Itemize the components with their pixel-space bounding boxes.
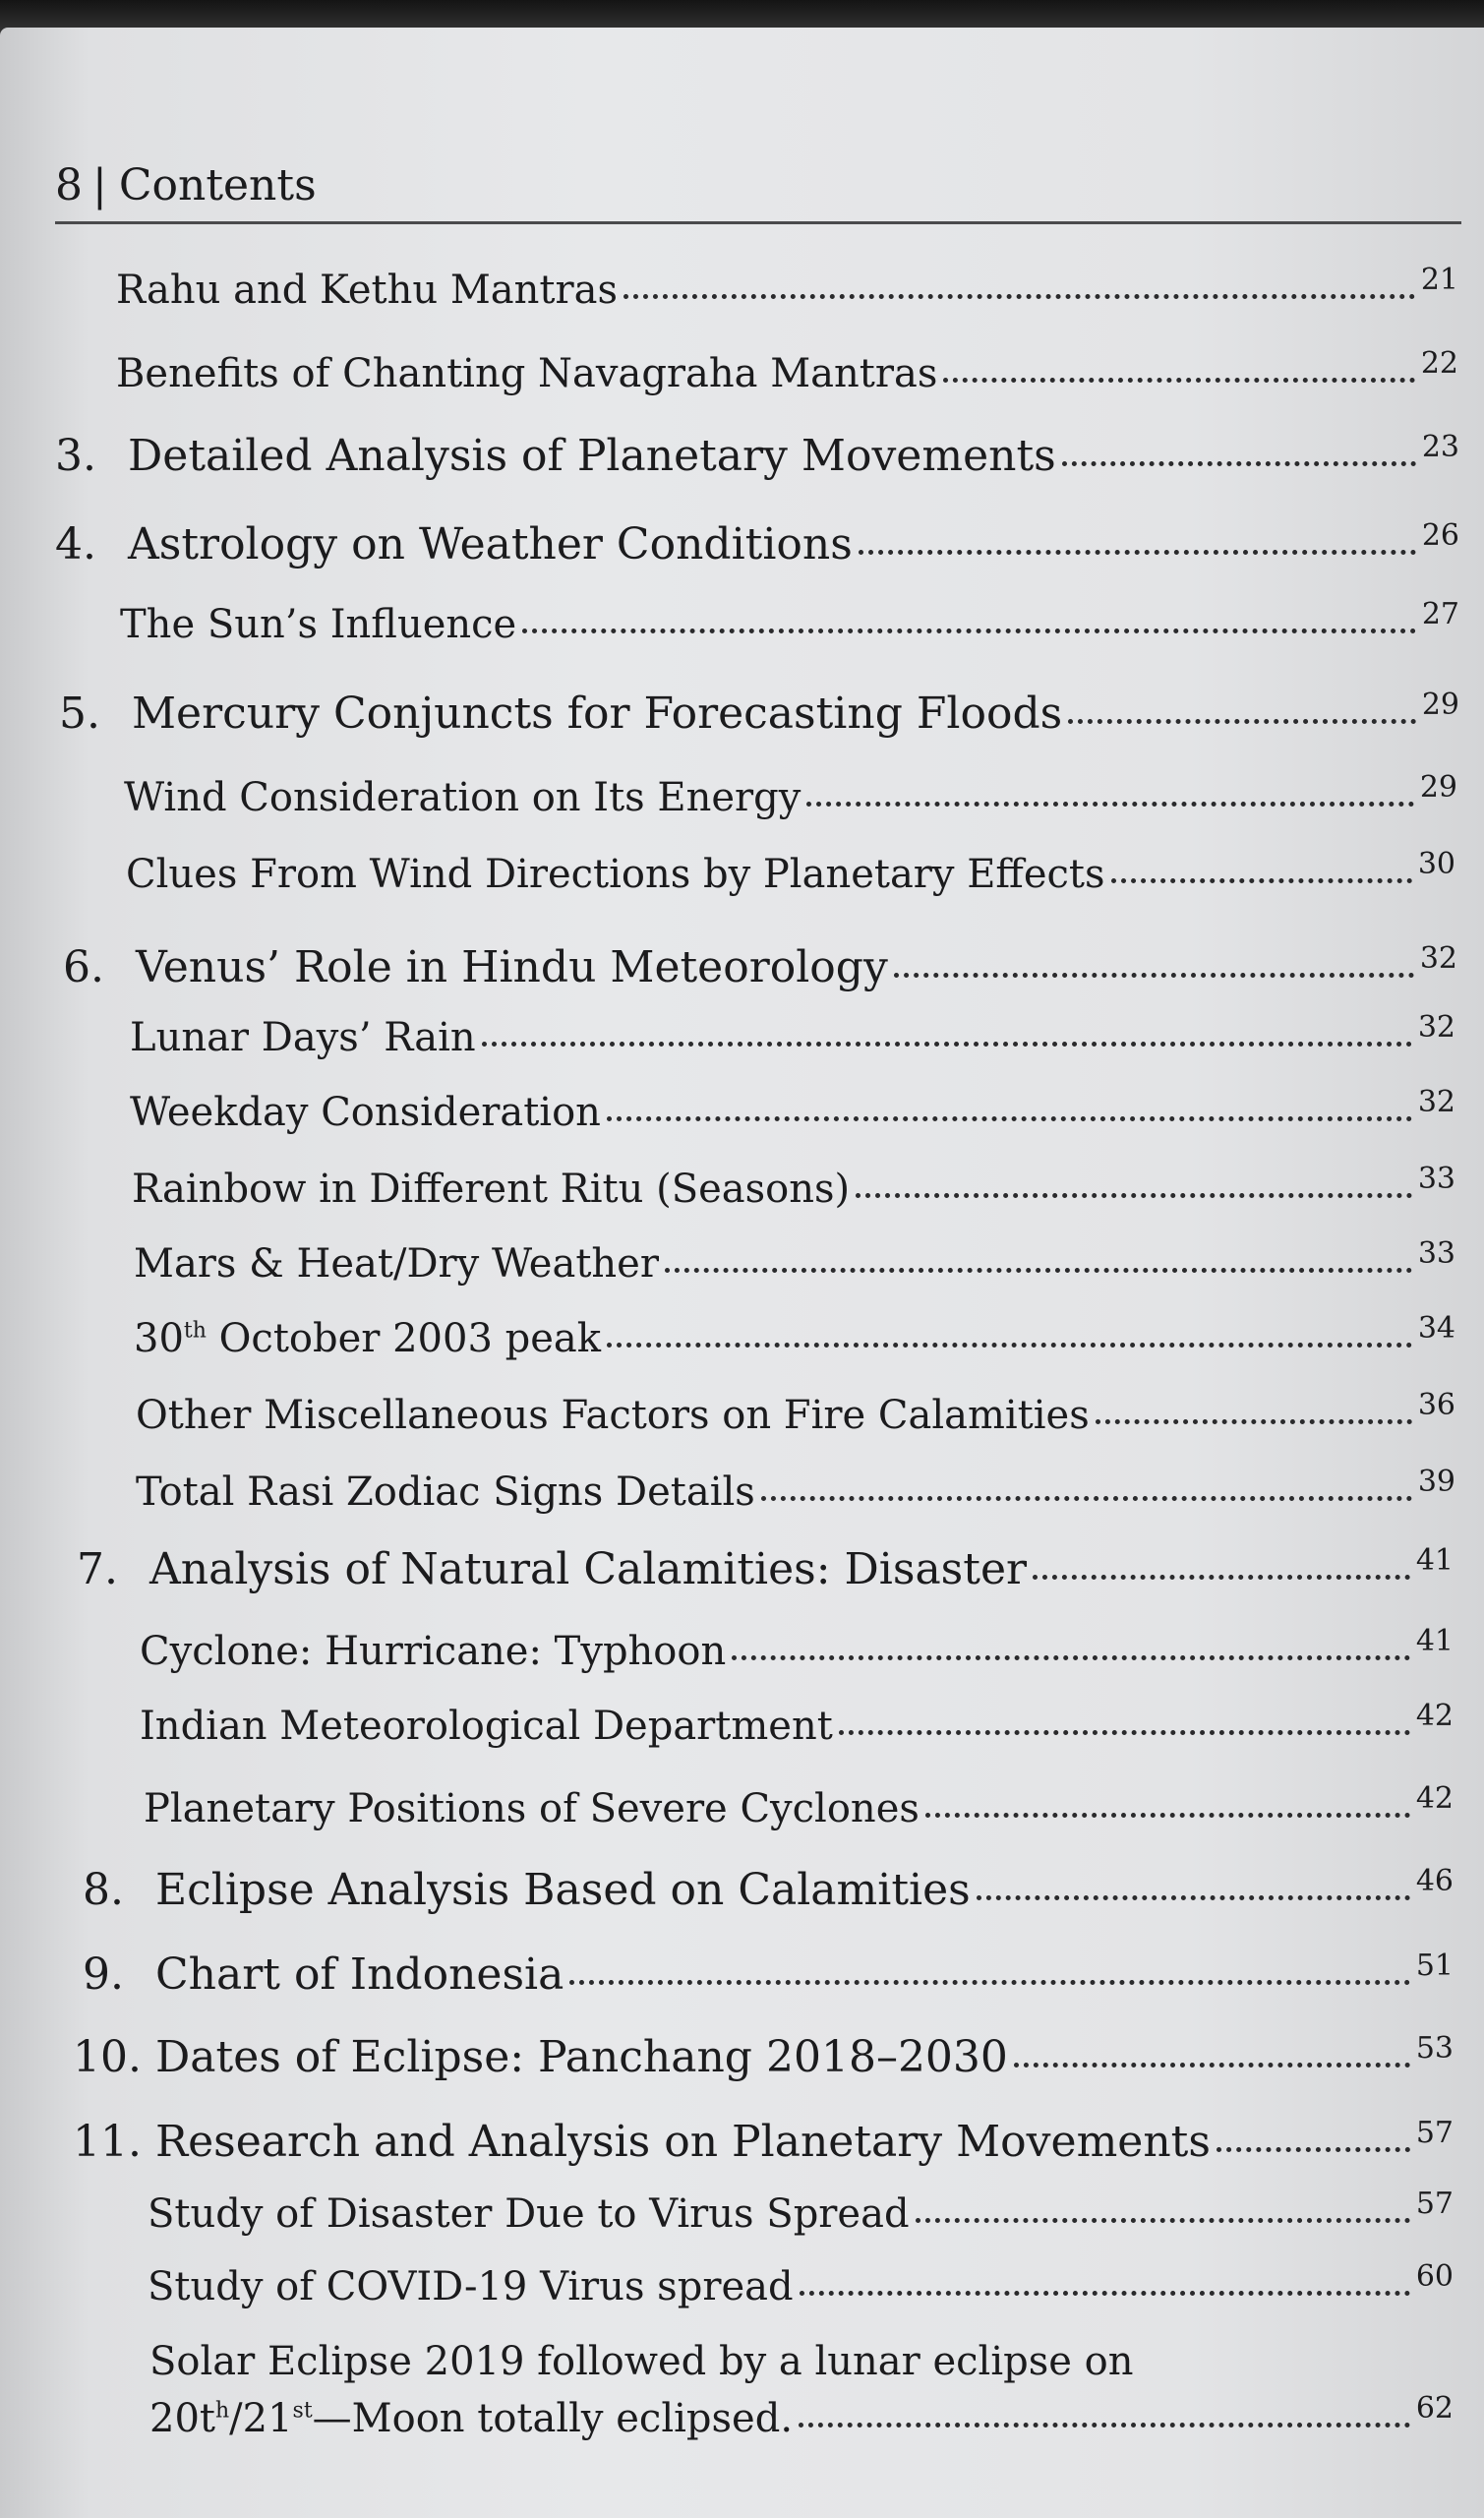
toc-chapter	[73, 2032, 1454, 2082]
toc-entry-page: 32	[1417, 1010, 1455, 1045]
toc-entry-page: 23	[1421, 430, 1459, 464]
toc-entry-title: Detailed Analysis of Planetary Movements	[128, 431, 1056, 481]
toc-entry-title: $20t^h/21st—Moon$ totally eclipsed.	[149, 2396, 794, 2441]
toc-entry-title: Venus’ Role in Hindu Meteorology	[136, 942, 888, 992]
toc-entry	[136, 1465, 1455, 1515]
toc-entry-page: 53	[1415, 2031, 1454, 2066]
toc-entry-page: 36	[1417, 1388, 1455, 1422]
toc-entry	[134, 1236, 1455, 1287]
dot-leader	[925, 1813, 1410, 1818]
toc-chapter-number: 11.	[73, 2117, 142, 2167]
toc-entry-title: Lunar Days’ Rain	[130, 1015, 476, 1060]
toc-entry-page: 62	[1415, 2391, 1454, 2426]
toc-entry-page: 33	[1417, 1162, 1455, 1196]
toc-entry-title: Study of Disaster Due to Virus Spread	[148, 2191, 910, 2237]
dot-leader	[522, 629, 1416, 633]
toc-entry	[140, 1624, 1454, 1674]
toc-entry	[120, 597, 1459, 647]
toc-entry-title: Research and Analysis on Planetary Movements	[155, 2117, 1211, 2167]
dot-leader	[569, 1980, 1409, 1985]
toc-entry-title: Study of COVID-19 Virus spread	[148, 2264, 794, 2309]
toc-chapter-number: 6.	[63, 942, 104, 992]
toc-chapter	[63, 942, 1457, 992]
toc-entry-page: 29	[1421, 688, 1459, 722]
dot-leader	[856, 1193, 1412, 1198]
dot-leader	[806, 802, 1413, 807]
toc-chapter-number: 10.	[73, 2032, 142, 2082]
toc-entry-page: 32	[1417, 1085, 1455, 1119]
toc-entry-title: Astrology on Weather Conditions	[128, 519, 853, 570]
toc-chapter-number: 9.	[83, 1949, 124, 2000]
toc-entry-page: 57	[1415, 2116, 1454, 2150]
header-separator: |	[92, 160, 107, 210]
toc-entry-title: Mars & Heat/Dry Weather	[134, 1241, 659, 1287]
toc-entry-title: Dates of Eclipse: Panchang 2018–2030	[155, 2032, 1008, 2082]
toc-chapter	[83, 1949, 1454, 2000]
toc-entry-page: 60	[1415, 2259, 1454, 2294]
toc-entry-page: 57	[1415, 2187, 1454, 2221]
toc-entry-page: 41	[1415, 1624, 1454, 1658]
dot-leader	[943, 378, 1414, 383]
dot-leader	[665, 1268, 1412, 1273]
toc-entry-title: The Sun’s Influence	[120, 602, 517, 647]
dot-leader	[859, 550, 1416, 555]
toc-entry-title: Cyclone: Hurricane: Typhoon	[140, 1629, 727, 1674]
dot-leader	[1014, 2063, 1410, 2068]
toc-entry-page: 32	[1419, 941, 1457, 976]
header-rule	[55, 221, 1461, 224]
toc-entry-page: 46	[1415, 1864, 1454, 1898]
dot-leader	[977, 1895, 1410, 1900]
toc-chapter	[55, 519, 1459, 570]
toc-entry	[126, 847, 1455, 897]
dot-leader	[482, 1042, 1412, 1047]
toc-entry-page: 29	[1419, 770, 1457, 805]
dot-leader	[916, 2218, 1410, 2223]
toc-entry-title: Other Miscellaneous Factors on Fire Calamities	[136, 1393, 1090, 1438]
toc-entry	[124, 770, 1457, 820]
dot-leader	[1217, 2147, 1410, 2152]
toc-entry	[116, 263, 1458, 313]
toc-entry-page: 27	[1421, 597, 1459, 631]
toc-entry-title: Mercury Conjuncts for Forecasting Floods	[132, 689, 1063, 739]
toc-entry-page: 33	[1417, 1236, 1455, 1271]
toc-entry	[136, 1388, 1455, 1438]
toc-entry-page: 21	[1420, 263, 1458, 297]
toc-chapter	[83, 1865, 1454, 1915]
toc-entry-title: Total Rasi Zodiac Signs Details	[136, 1469, 755, 1515]
dot-leader	[607, 1116, 1412, 1121]
toc-chapter	[73, 2117, 1454, 2167]
toc-entry	[130, 1085, 1455, 1135]
toc-entry	[148, 2187, 1454, 2237]
toc-entry	[130, 1010, 1455, 1060]
toc-entry-title: Wind Consideration on Its Energy	[124, 775, 801, 820]
toc-entry	[148, 2259, 1454, 2309]
dot-leader	[839, 1730, 1410, 1735]
toc-entry-page: 51	[1415, 1948, 1454, 1983]
toc-entry-title: Benefits of Chanting Navagraha Mantras	[116, 351, 938, 396]
toc-chapter-number: 5.	[59, 689, 100, 739]
toc-entry-page: 42	[1415, 1781, 1454, 1816]
toc-entry-multiline-line1: Solar Eclipse 2019 followed by a lunar eclipse on	[149, 2339, 1134, 2384]
toc-chapter	[59, 689, 1459, 739]
toc-chapter	[55, 431, 1459, 481]
toc-chapter	[77, 1544, 1454, 1594]
toc-chapter-number: 4.	[55, 519, 96, 570]
toc-chapter-number: 7.	[77, 1544, 118, 1594]
toc-entry	[134, 1311, 1455, 1361]
toc-entry-title: Indian Meteorological Department	[140, 1704, 833, 1749]
dot-leader	[799, 2423, 1410, 2428]
toc-entry-page: 34	[1417, 1311, 1455, 1346]
toc-entry	[132, 1162, 1455, 1212]
toc-entry-title: Eclipse Analysis Based on Calamities	[155, 1865, 971, 1915]
toc-entry	[116, 346, 1458, 396]
toc-entry-title: Planetary Positions of Severe Cyclones	[144, 1786, 920, 1831]
toc-chapter-number: 8.	[83, 1865, 124, 1915]
dot-leader	[1111, 878, 1412, 883]
dot-leader	[894, 973, 1414, 978]
toc-entry-page: 26	[1421, 518, 1459, 553]
header-title: Contents	[118, 160, 317, 210]
toc-entry-multiline-line2	[149, 2391, 1454, 2441]
toc-entry-title: Rahu and Kethu Mantras	[116, 268, 618, 313]
dot-leader	[761, 1496, 1412, 1501]
dot-leader	[732, 1655, 1410, 1660]
dot-leader	[1062, 461, 1416, 466]
dot-leader	[800, 2291, 1410, 2296]
dot-leader	[1033, 1575, 1410, 1580]
page-number: 8	[55, 160, 83, 210]
running-header	[55, 133, 1452, 221]
toc-chapter-number: 3.	[55, 431, 96, 481]
dot-leader	[607, 1343, 1412, 1348]
toc-entry-page: 22	[1420, 346, 1458, 381]
toc-entry-page: 30	[1417, 847, 1455, 881]
toc-entry-title: Chart of Indonesia	[155, 1949, 564, 2000]
dot-leader	[623, 294, 1415, 299]
toc-entry-title: Rainbow in Different Ritu (Seasons)	[132, 1167, 851, 1212]
toc-entry	[140, 1699, 1454, 1749]
toc-entry-title: 30th October 2003 peak	[134, 1316, 601, 1361]
toc-entry-title: Clues From Wind Directions by Planetary Effects	[126, 852, 1105, 897]
dot-leader	[1068, 719, 1416, 724]
toc-entry-page: 41	[1415, 1543, 1454, 1578]
dot-leader	[1096, 1419, 1412, 1424]
toc-entry	[144, 1781, 1454, 1831]
toc-entry-page: 39	[1417, 1465, 1455, 1499]
toc-entry-title: Analysis of Natural Calamities: Disaster	[149, 1544, 1028, 1594]
toc-entry-title: Weekday Consideration	[130, 1090, 601, 1135]
toc-entry-page: 42	[1415, 1699, 1454, 1733]
